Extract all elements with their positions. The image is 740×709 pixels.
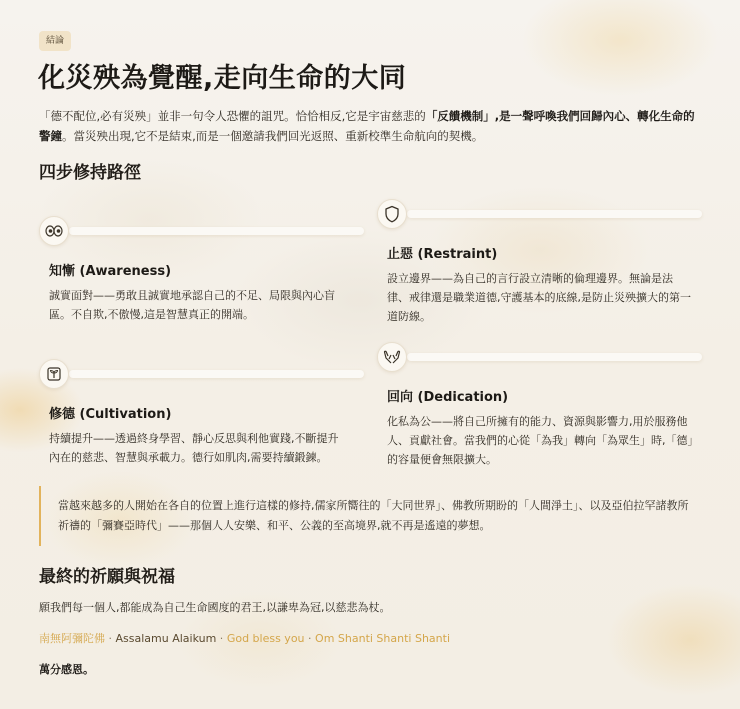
card-bar xyxy=(69,370,364,378)
vision-quote: 當越來越多的人開始在各自的位置上進行這樣的修持,儒家所嚮往的「大同世界」、佛教所期盼的「人間淨土」、以及亞伯拉罕諸教所祈禱的「彌賽亞時代」——那個人人安樂、和平、公義的至高境界,就不再是遙遠的夢想。 xyxy=(39,486,699,546)
step-description: 誠實面對——勇敢且誠實地承認自己的不足、局限與內心盲區。不自欺,不傲慢,這是智慧真正的開端。 xyxy=(49,289,335,321)
intro-emphasis: 「反饋機制」,是一聲呼喚我們回歸內心、轉化生命的警鐘 xyxy=(39,109,695,143)
card-bar xyxy=(407,210,702,218)
conclusion-tag: 結論 xyxy=(39,31,71,51)
intro-text: 「德不配位,必有災殃」並非一句令人恐懼的詛咒。恰恰相反,它是宇宙慈悲的 xyxy=(39,109,426,123)
step-title: 回向 (Dedication) xyxy=(387,390,509,405)
blessing-separator: · xyxy=(105,632,116,645)
page-title: 化災殃為覺醒,走向生命的大同 xyxy=(38,63,407,94)
praying-hands-icon xyxy=(377,342,407,372)
card-bar xyxy=(69,227,364,235)
eyes-icon xyxy=(39,216,69,246)
intro-paragraph xyxy=(39,106,699,146)
step-description: 設立邊界——為自己的言行設立清晰的倫理邊界。無論是法律、戒律還是職業道德,守護基本的底線,是防止災殃擴大的第一道防線。 xyxy=(387,272,691,323)
wish-text: 願我們每一個人,都能成為自己生命國度的君王,以謙卑為冠,以慈悲為杖。 xyxy=(39,601,391,614)
blessing-islamic: Assalamu Alaikum xyxy=(115,632,217,645)
blessings-line xyxy=(39,630,450,646)
step-title: 止惡 (Restraint) xyxy=(387,247,498,262)
step-description: 持續提升——透過終身學習、靜心反思與利他實踐,不斷提升內在的慈悲、智慧與承載力。德行如肌肉,需要持續鍛鍊。 xyxy=(49,432,339,464)
steps-heading: 四步修持路徑 xyxy=(39,163,141,183)
blessing-separator: · xyxy=(304,632,316,645)
intro-text-end: 。當災殃出現,它不是結束,而是一個邀請我們回光返照、重新校準生命航向的契機。 xyxy=(62,129,484,143)
step-card-dedication xyxy=(377,342,702,467)
card-bar xyxy=(407,353,702,361)
blessing-heading: 最終的祈願與祝福 xyxy=(39,567,175,587)
blessing-hindu: Om Shanti Shanti Shanti xyxy=(315,632,451,645)
shield-icon xyxy=(377,199,407,229)
sprout-icon xyxy=(39,359,69,389)
step-card-restraint xyxy=(377,199,702,324)
step-description: 化私為公——將自己所擁有的能力、資源與影響力,用於服務他人、貢獻社會。當我們的心從「為我」轉向「為眾生」時,「德」的容量便會無限擴大。 xyxy=(387,415,693,466)
blessing-buddhist: 南無阿彌陀佛 xyxy=(39,632,105,645)
step-card-cultivation xyxy=(39,359,364,469)
step-title: 知慚 (Awareness) xyxy=(49,264,172,279)
step-card-awareness xyxy=(39,216,364,326)
blessing-christian: God bless you xyxy=(226,632,305,645)
step-title: 修德 (Cultivation) xyxy=(49,407,172,422)
blessing-separator: · xyxy=(216,632,227,645)
closing-thanks: 萬分感恩。 xyxy=(39,663,94,676)
